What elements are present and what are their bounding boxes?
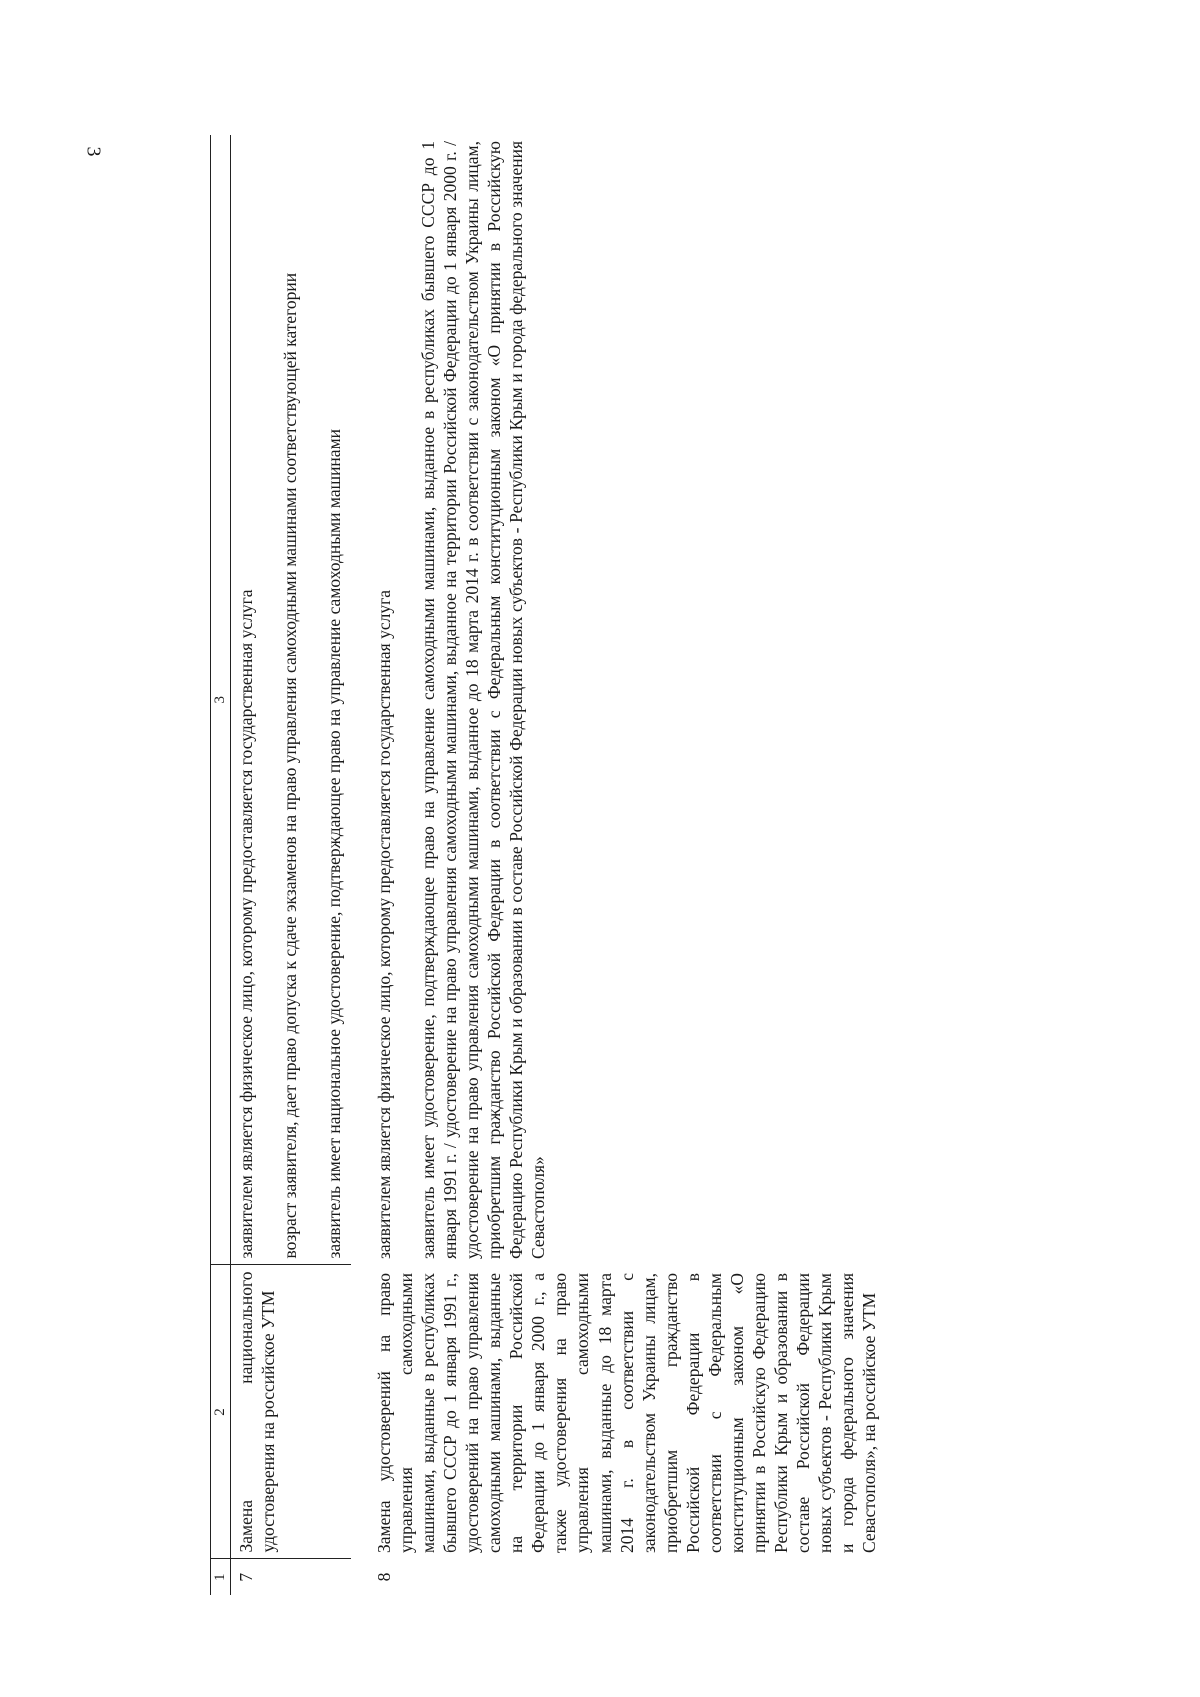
service-name: Замена национального удостоверения на российское УТМ (230, 1265, 351, 1559)
column-header: 3 (211, 135, 231, 1265)
page-number: 3 (82, 146, 105, 157)
row-number: 8 (374, 1572, 395, 1582)
condition-text: возраст заявителя, дает право допуска к сдаче экзаменов на право управления самоходными машинами соответствующей категории (279, 272, 300, 1259)
table-row (230, 135, 351, 1595)
condition-text: заявитель имеет удостоверение, подтверждающее право на управление самоходными машинами, выданное в республиках бывшего СССР до 1 января 1991 г. / удостоверение на право управления самоходными машинами, выданное на территории Российской Федерации до 1 января 2000 г. / удостоверение на право управления самоходными машинами, выданное до 18 марта 2014 г. в соответствии с законодательством Украины лицам, приобретшим гражданство Российской Федерации в соответствии с Федеральным конституционным законом «О принятии в Российскую Федерацию Республики Крым и образовании в составе Российской Федерации новых субъектов - Республики Крым и города федерального значения Севастополя» (418, 141, 549, 1259)
services-table (210, 135, 886, 1595)
condition-text: заявителем является физическое лицо, которому предоставляется государственная услуга (374, 589, 395, 1259)
service-name: Замена удостоверений на право управления самоходными машинами, выданные в республиках бывшего СССР до 1 января 1991 г., удостоверений на право управления самоходными машинами, выданные на территории Российской Федерации до 1 января 2000 г., а также удостоверения на право управления самоходными машинами, выданные до 18 марта 2014 г. в соответствии с законодательством Украины лицам, приобретшим гражданство Российской Федерации в соответствии с Федеральным конституционным законом «О принятии в Российскую Федерацию Республики Крым и образовании в составе Российской Федерации новых субъектов - Республики Крым и города федерального значения Севастополя», на российское УТМ (374, 1273, 880, 1553)
conditions-cell (351, 135, 886, 1265)
column-header: 1 (211, 1559, 231, 1595)
column-header: 2 (211, 1265, 231, 1559)
conditions-cell (230, 135, 351, 1265)
condition-text: заявителем является физическое лицо, которому предоставляется государственная услуга (235, 589, 256, 1259)
rotated-table-page (210, 135, 1200, 1595)
table-row (351, 135, 886, 1595)
condition-text: заявитель имеет национальное удостоверение, подтверждающее право на управление самоходными машинами (323, 428, 344, 1259)
row-number: 7 (235, 1572, 256, 1582)
table-header-row (211, 135, 231, 1595)
